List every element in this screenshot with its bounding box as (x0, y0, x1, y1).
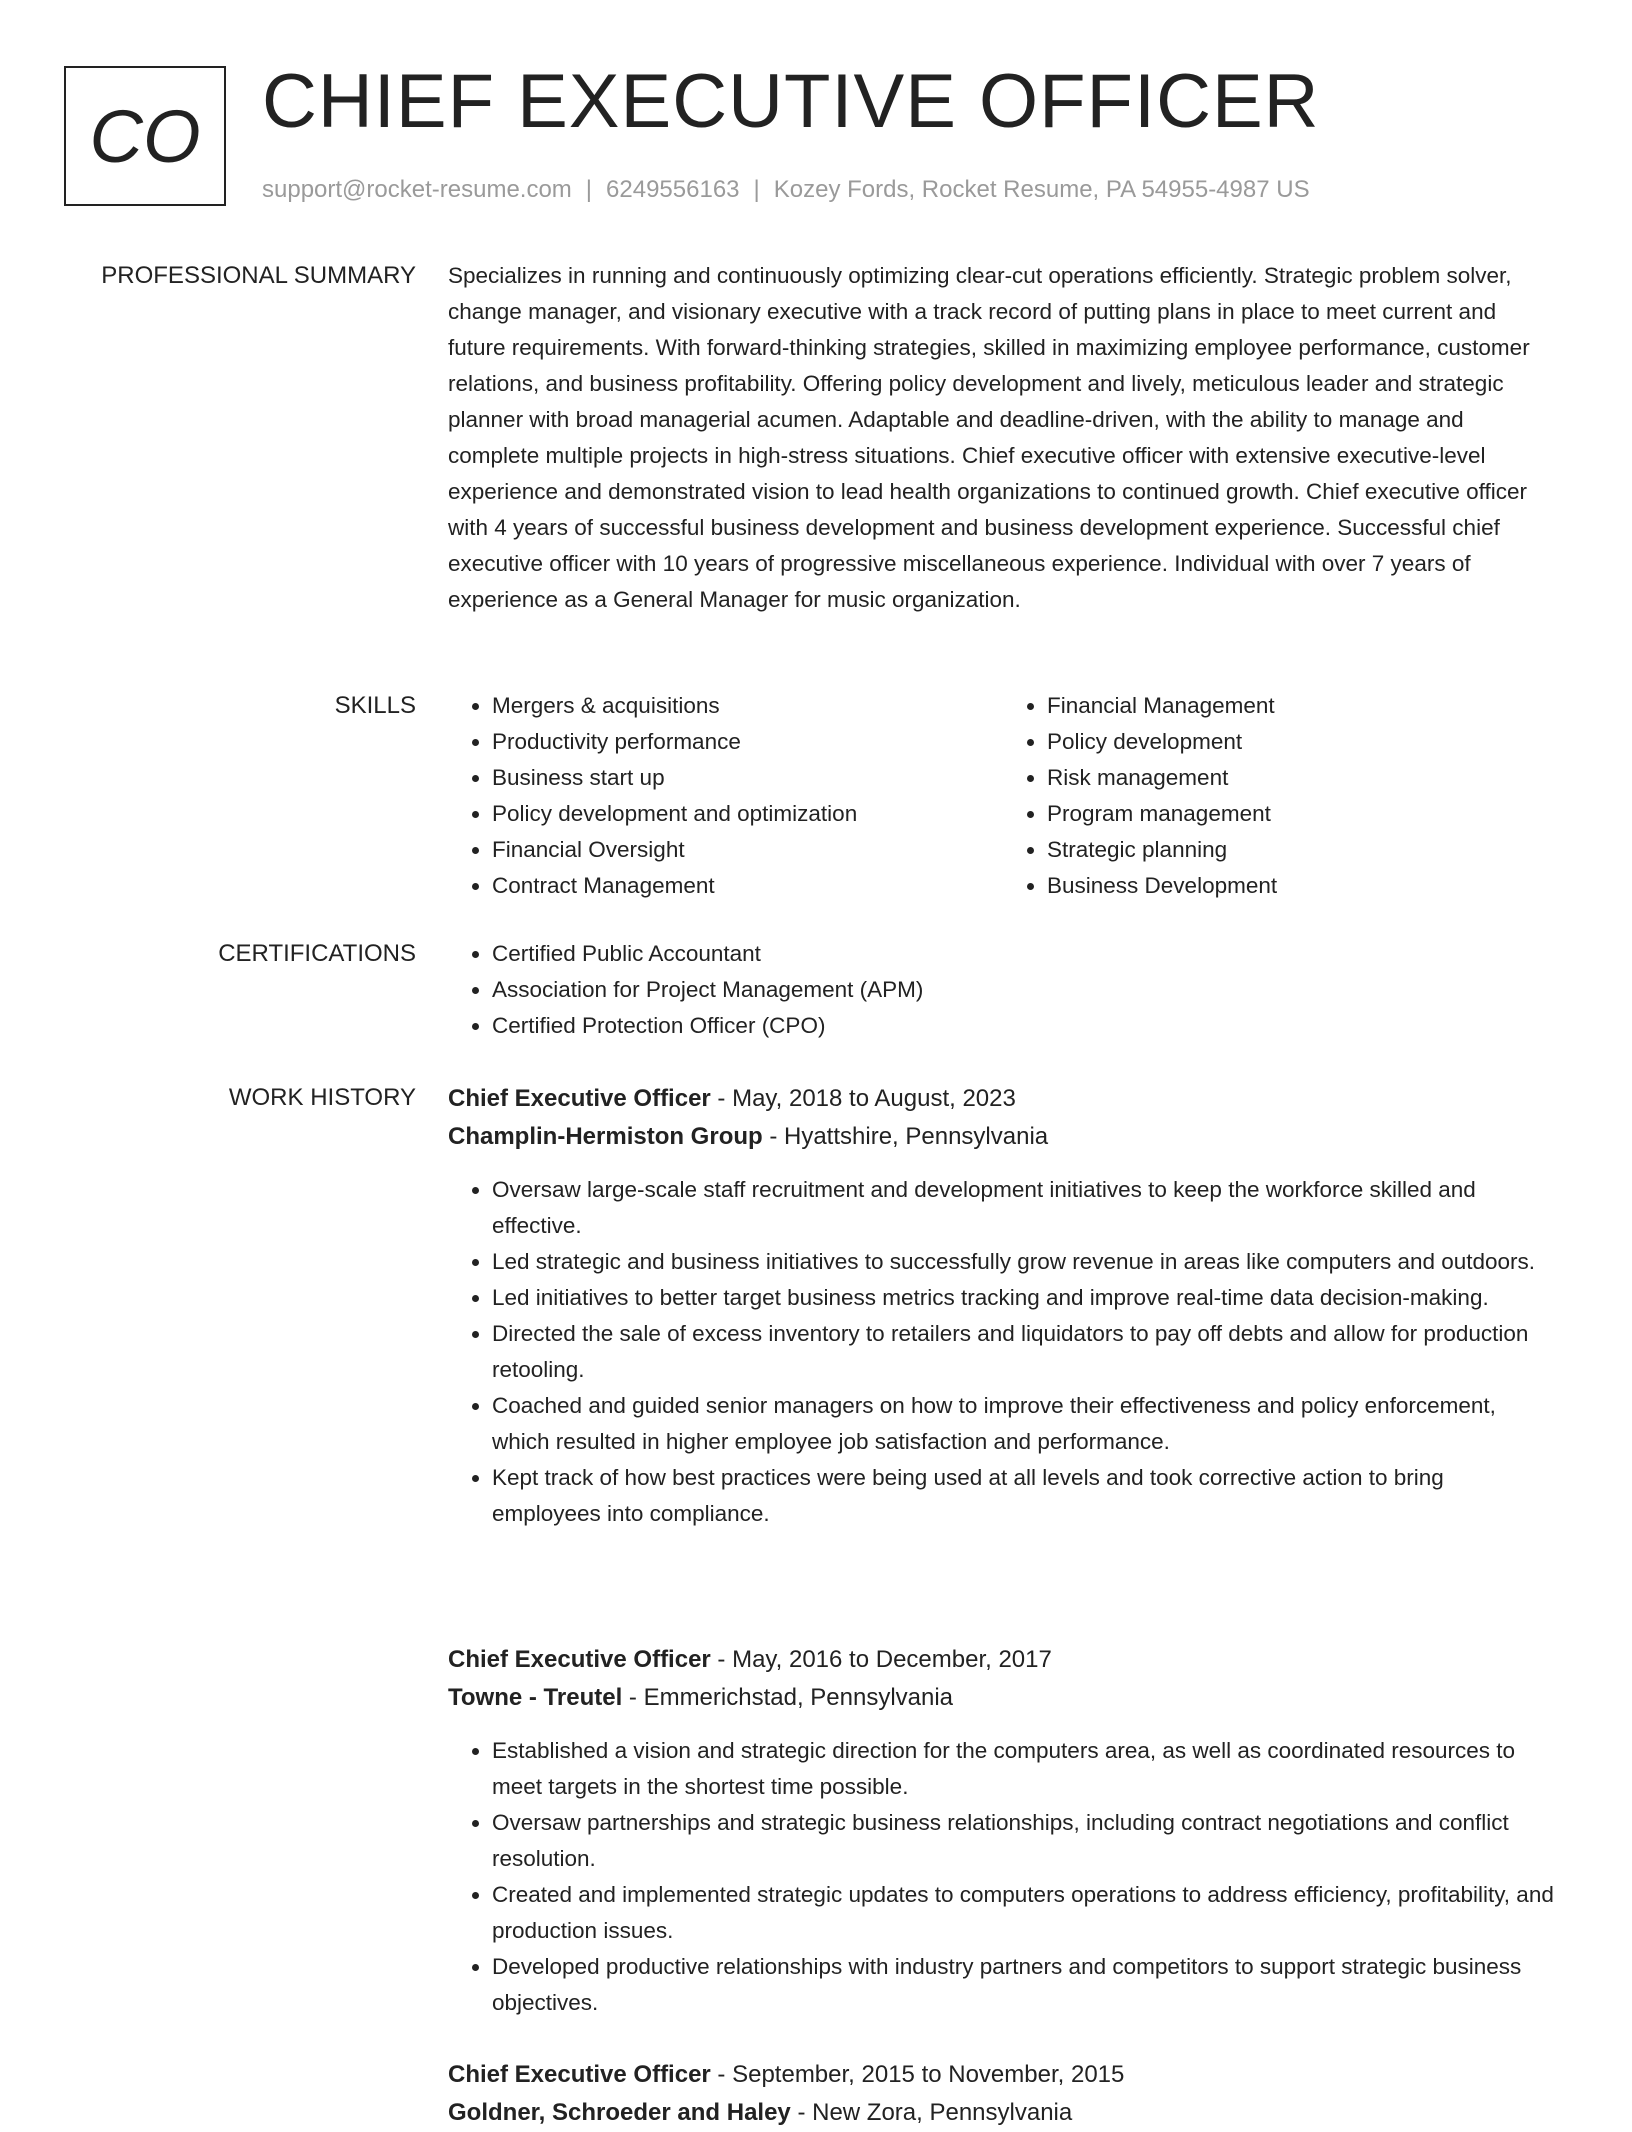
job-bullet: • Coached and guided senior managers on how to improve their effectiveness and policy enforcement, which resulted in higher employee job satisfaction and performance. (492, 1388, 1558, 1460)
job-company-line (448, 1679, 1558, 1717)
summary-label: PROFESSIONAL SUMMARY (101, 262, 416, 289)
job-company-line (448, 1118, 1558, 1156)
certifications-label: CERTIFICATIONS (218, 940, 416, 967)
job-bullets (448, 1172, 1558, 1532)
job-bullet: • Developed productive relationships with industry partners and competitors to support strategic business objectives. (492, 1949, 1558, 2021)
certification-item: • Certified Public Accountant (492, 936, 1558, 972)
skill-item: • Business Development (1047, 868, 1558, 904)
job-dates: - September, 2015 to November, 2015 (710, 2061, 1125, 2088)
job-bullet: • Established a vision and strategic direction for the computers area, as well as coordinated resources to meet targets in the shortest time possible. (492, 1733, 1558, 1805)
contact-line (262, 176, 1310, 204)
job-dates: - May, 2016 to December, 2017 (710, 1646, 1052, 1673)
job-title: Chief Executive Officer (448, 2061, 711, 2088)
job-bullet: • Created and implemented strategic updates to computers operations to address efficiency, profitability, and production issues. (492, 1877, 1558, 1949)
skill-item: • Financial Management (1047, 688, 1558, 724)
skill-item: • Risk management (1047, 760, 1558, 796)
resume-title: CHIEF EXECUTIVE OFFICER (262, 59, 1320, 144)
contact-address: Kozey Fords, Rocket Resume, PA 54955-4987 US (773, 176, 1310, 203)
summary-text: Specializes in running and continuously optimizing clear-cut operations efficiently. Strategic problem solver, change manager, and visionary executive with a track record of putting plans in place to meet current and future requirements. With forward-thinking strategies, skilled in maximizing employee performance, customer relations, and business profitability. Offering policy development and lively, meticulous leader and strategic planner with broad managerial acumen. Adaptable and deadline-driven, with the ability to manage and complete multiple projects in high-stress situations. Chief executive officer with extensive executive-level experience and demonstrated vision to lead health organizations to continued growth. Chief executive officer with 4 years of successful business development and business development experience. Successful chief executive officer with 10 years of progressive miscellaneous experience. Individual with over 7 years of experience as a General Manager for music organization. (448, 263, 1530, 612)
certifications-list (448, 936, 1558, 1044)
job-company-line (448, 2094, 1558, 2132)
certification-item: • Certified Protection Officer (CPO) (492, 1008, 1558, 1044)
contact-email: support@rocket-resume.com (262, 176, 572, 203)
job-bullet: • Oversaw large-scale staff recruitment and development initiatives to keep the workforce skilled and effective. (492, 1172, 1558, 1244)
skill-item: • Business start up (492, 760, 1003, 796)
job-entry (448, 1080, 1558, 1532)
contact-phone: 6249556163 (606, 176, 740, 203)
job-entry (448, 1641, 1558, 2021)
contact-separator: | (585, 176, 593, 203)
job-location: - New Zora, Pennsylvania (790, 2099, 1073, 2126)
skill-item: • Policy development (1047, 724, 1558, 760)
skill-item: • Policy development and optimization (492, 796, 1003, 832)
skills-column-1 (448, 688, 1003, 904)
job-bullet: • Oversaw partnerships and strategic business relationships, including contract negotiations and conflict resolution. (492, 1805, 1558, 1877)
job-company: Goldner, Schroeder and Haley (448, 2099, 791, 2126)
monogram: CO (64, 66, 226, 206)
job-location: - Emmerichstad, Pennsylvania (622, 1684, 954, 1711)
skills-column-2 (1003, 688, 1558, 904)
skill-item: • Mergers & acquisitions (492, 688, 1003, 724)
job-title-line (448, 1641, 1558, 1679)
skill-item: • Productivity performance (492, 724, 1003, 760)
skill-item: • Program management (1047, 796, 1558, 832)
job-location: - Hyattshire, Pennsylvania (762, 1123, 1049, 1150)
job-company: Towne - Treutel (448, 1684, 623, 1711)
contact-separator: | (753, 176, 760, 203)
job-dates: - May, 2018 to August, 2023 (710, 1085, 1016, 1112)
job-bullet: • Directed the sale of excess inventory to retailers and liquidators to pay off debts and allow for production retooling. (492, 1316, 1558, 1388)
job-title-line (448, 2056, 1558, 2094)
skill-item: • Financial Oversight (492, 832, 1003, 868)
job-title: Chief Executive Officer (448, 1085, 711, 1112)
job-bullet: • Kept track of how best practices were being used at all levels and took corrective action to bring employees into compliance. (492, 1460, 1558, 1532)
job-title: Chief Executive Officer (448, 1646, 711, 1673)
skills-label: SKILLS (334, 692, 416, 719)
job-company: Champlin-Hermiston Group (448, 1123, 763, 1150)
job-bullets (448, 1733, 1558, 2021)
skill-item: • Contract Management (492, 868, 1003, 904)
work-history-label: WORK HISTORY (228, 1084, 416, 1111)
skill-item: • Strategic planning (1047, 832, 1558, 868)
job-entry (448, 2056, 1558, 2132)
job-title-line (448, 1080, 1558, 1118)
job-bullet: • Led initiatives to better target business metrics tracking and improve real-time data decision-making. (492, 1280, 1558, 1316)
job-bullet: • Led strategic and business initiatives to successfully grow revenue in areas like computers and outdoors. (492, 1244, 1558, 1280)
certification-item: • Association for Project Management (APM) (492, 972, 1558, 1008)
